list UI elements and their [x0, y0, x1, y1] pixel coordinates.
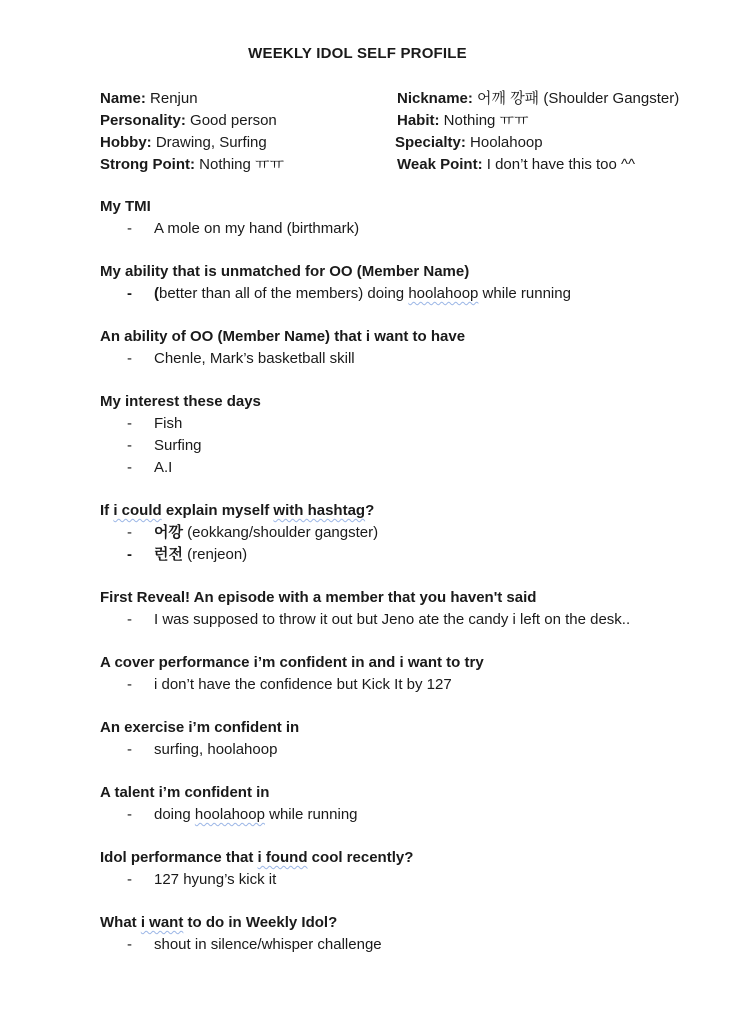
dash-bullet: -: [127, 415, 132, 432]
dash-bullet: -: [127, 871, 132, 888]
question-spellcheck-word: i want: [140, 914, 184, 931]
list-item: [100, 739, 730, 761]
answer-text: 127 hyung’s kick it: [154, 871, 277, 888]
profile-label: Hobby:: [100, 134, 152, 151]
question-heading: An ability of OO (Member Name) that i want to have: [100, 328, 466, 345]
dash-bullet: -: [127, 806, 132, 823]
answer-korean: 런전: [154, 546, 183, 563]
profile-value: Nothing ㅠㅠ: [199, 156, 285, 173]
section-talent: [100, 782, 730, 826]
question-spellcheck-word: with hashtag: [273, 502, 366, 519]
answer-text: [154, 544, 247, 566]
question-part: Idol performance that: [100, 849, 258, 866]
profile-strong-point: [100, 154, 284, 176]
answer-text: surfing, hoolahoop: [154, 741, 278, 758]
profile-label: Personality:: [100, 112, 186, 129]
question-heading: [100, 912, 730, 934]
answer-part: while running: [478, 285, 571, 302]
profile-label: Name:: [100, 90, 146, 107]
question-part: explain myself: [161, 502, 274, 519]
profile-label: Weak Point:: [397, 156, 483, 173]
answer-korean: 어깡: [154, 524, 183, 541]
answer-text: A.I: [154, 459, 173, 476]
answer-text: Chenle, Mark’s basketball skill: [154, 350, 355, 367]
question-heading: My TMI: [100, 198, 151, 215]
question-part: to do in Weekly Idol?: [183, 914, 338, 931]
answer-text: I was supposed to throw it out but Jeno ate the candy i left on the desk..: [154, 611, 631, 628]
question-heading: First Reveal! An episode with a member that you haven't said: [100, 589, 537, 606]
question-part: If: [100, 502, 114, 519]
answer-text: A mole on my hand (birthmark): [154, 220, 360, 237]
profile-hobby: [100, 132, 267, 154]
list-item: [100, 218, 730, 240]
question-heading: A cover performance i’m confident in and i want to try: [100, 654, 484, 671]
question-part: What: [100, 914, 141, 931]
document-title: WEEKLY IDOL SELF PROFILE: [248, 45, 467, 62]
answer-part: (eokkang/shoulder gangster): [182, 524, 379, 541]
question-heading: A talent i’m confident in: [100, 784, 270, 801]
dash-bullet: -: [127, 676, 132, 693]
answer-text: Surfing: [154, 437, 202, 454]
profile-value: 어깨 깡패 (Shoulder Gangster): [477, 90, 680, 107]
questions: [100, 196, 730, 977]
answer-part: better than all of the members) doing: [159, 285, 409, 302]
section-ability-want: [100, 326, 730, 370]
question-part: ?: [365, 502, 375, 519]
profile-personality: [100, 110, 277, 132]
dash-bullet: -: [127, 459, 132, 476]
dash-bullet: -: [127, 524, 132, 541]
dash-bullet: -: [127, 741, 132, 758]
dash-bullet: -: [127, 546, 132, 563]
list-item: [100, 869, 730, 891]
dash-bullet: -: [127, 437, 132, 454]
answer-text: shout in silence/whisper challenge: [154, 936, 382, 953]
list-item: [100, 804, 730, 826]
dash-bullet: -: [127, 220, 132, 237]
list-item: [100, 283, 730, 305]
profile-label: Strong Point:: [100, 156, 195, 173]
answer-part: while running: [264, 806, 358, 823]
profile-value: Hoolahoop: [470, 134, 543, 151]
section-ability-unmatched: [100, 261, 730, 305]
section-exercise: [100, 717, 730, 761]
profile-label: Specialty:: [395, 134, 466, 151]
profile-weak-point: [397, 154, 635, 176]
answer-spellcheck-word: hoolahoop: [408, 285, 479, 302]
answer-text: Fish: [154, 415, 183, 432]
profile-nickname: [397, 88, 679, 110]
profile-value: Nothing ㅠㅠ: [443, 112, 529, 129]
profile-value: Good person: [190, 112, 277, 129]
question-heading: [100, 500, 730, 522]
profile-table: [100, 88, 720, 176]
answer-text: [154, 804, 358, 826]
profile-row: [100, 154, 720, 176]
question-heading: [100, 847, 730, 869]
section-hashtag: [100, 500, 730, 566]
question-spellcheck-word: i found: [257, 849, 308, 866]
answer-part: (renjeon): [182, 546, 248, 563]
profile-name: [100, 88, 198, 110]
section-weekly-idol: [100, 912, 730, 956]
profile-specialty: [395, 132, 543, 154]
question-part: cool recently?: [307, 849, 414, 866]
profile-value: Drawing, Surfing: [155, 134, 267, 151]
list-item: [100, 522, 730, 544]
list-item: [100, 544, 730, 566]
answer-text: [154, 283, 571, 305]
profile-label: Habit:: [397, 112, 440, 129]
question-heading: My interest these days: [100, 393, 261, 410]
list-item: [100, 413, 730, 435]
profile-row: [100, 132, 720, 154]
question-spellcheck-word: i could: [113, 502, 162, 519]
question-heading: My ability that is unmatched for OO (Member Name): [100, 263, 470, 280]
section-idol-performance: [100, 847, 730, 891]
section-first-reveal: [100, 587, 730, 631]
profile-row: [100, 110, 720, 132]
section-interest: [100, 391, 730, 479]
profile-habit: [397, 110, 529, 132]
answer-part: doing: [154, 806, 195, 823]
section-cover: [100, 652, 730, 696]
list-item: [100, 609, 730, 631]
list-item: [100, 348, 730, 370]
list-item: [100, 934, 730, 956]
dash-bullet: -: [127, 350, 132, 367]
question-heading: An exercise i’m confident in: [100, 719, 300, 736]
profile-label: Nickname:: [397, 90, 473, 107]
dash-bullet: -: [127, 611, 132, 628]
answer-text: [154, 522, 378, 544]
profile-value: I don’t have this too ^^: [486, 156, 636, 173]
profile-value: Renjun: [150, 90, 198, 107]
answer-spellcheck-word: hoolahoop: [194, 806, 265, 823]
section-tmi: [100, 196, 730, 240]
profile-row: [100, 88, 720, 110]
answer-text: i don’t have the confidence but Kick It by 127: [154, 676, 452, 693]
list-item: [100, 674, 730, 696]
list-item: [100, 435, 730, 457]
answer-paren: (: [154, 285, 159, 302]
dash-bullet: -: [127, 936, 132, 953]
list-item: [100, 457, 730, 479]
dash-bullet: -: [127, 285, 132, 302]
